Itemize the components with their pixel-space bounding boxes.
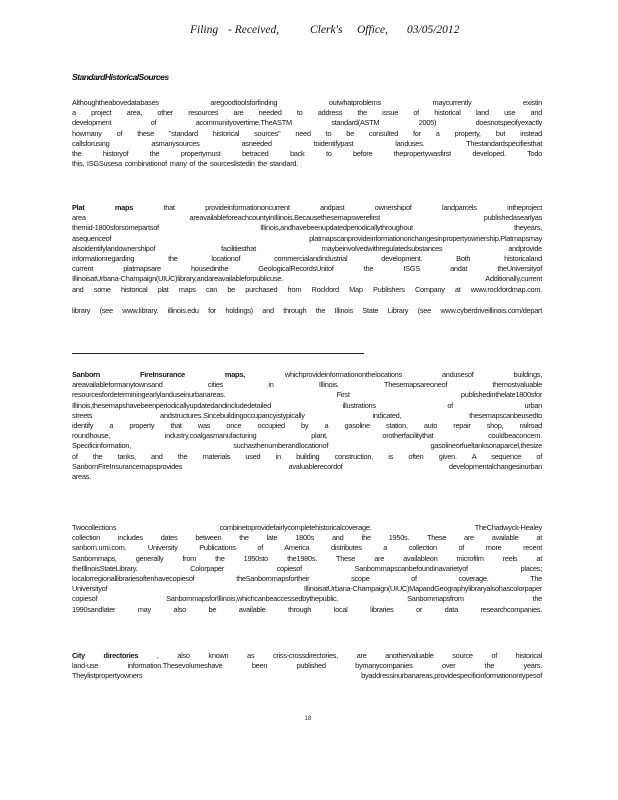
text-line: library (see www.library. illinois.edu for holdings) and through the Illinois State Library (see www.cyberdriveillinois.com/depart — [72, 306, 542, 315]
paragraph-collections — [72, 523, 542, 615]
city-directories-heading: City directories — [72, 651, 139, 660]
text-line: themid-1800sforsomepartsof Illinois,andhavebeenupdatedperiodicallythroughout theyears, — [72, 223, 542, 233]
text-line: this, ISGSusesa combinationof many of the sourceslistedin the standard. — [72, 159, 298, 169]
text-line: collection includes dates between the late 1800s and the 1950s. These are available at — [72, 533, 542, 543]
filing-header — [0, 24, 618, 40]
paragraph-sanborn — [72, 370, 542, 482]
text-line: and some historical plat maps can be purchased from Rockford Map Publishers Company at www.rockfordmap.com. — [72, 284, 542, 294]
text-line: the historyof the propertymust betraced back to before thepropertywasfirst developed. Todo — [72, 149, 542, 159]
header-office: Office, — [357, 24, 388, 36]
text-line: Althoughtheabovedatabases aregoodtoolsforfinding outwhatproblems maycurrently existin — [72, 98, 542, 107]
text-run: , also known as criss-crossdirectories, are anothervaluable source of historical — [138, 651, 542, 660]
header-received: - Received, — [228, 24, 280, 36]
text-line: identify a property that was once occupied by a gasoline station, auto repair shop, railroad — [72, 421, 542, 431]
sanborn-heading: Sanborn FireInsurance maps, — [72, 370, 245, 379]
text-line: Sanbornmaps, generally from the 1950sto the1980s. These are availableon microfilm reels at — [72, 553, 542, 563]
text-run: that provideinformationoncurrent andpast ownershipof landparcels intheproject — [133, 203, 542, 212]
text-line: Twocollections combinetoprovidefairlycompletehistoricalcoverage. TheChadwyck-Healey — [72, 523, 542, 532]
paragraph-plat-maps — [72, 203, 542, 295]
text-line: Illinois,thesemapshavebeenperiodicallyupdatedandincludedetailed illustrations of urban — [72, 400, 542, 410]
plat-maps-heading: Plat maps — [72, 203, 134, 212]
text-line: current platmapsare housedinthe GeologicalRecordsUnitof the ISGS andat theUniversityof — [72, 264, 542, 274]
text-line: howmany of these "standard historical sources" need to be consulted for a property, but instead — [72, 128, 542, 138]
text-line — [72, 370, 542, 380]
paragraph-library — [72, 306, 542, 316]
text-line: callsforusing asmanysources asneeded toidentifypast landuses. Thestandardspecifiesthat — [72, 138, 542, 148]
text-line: IllinoisatUrbana-Champaign(UIUC)library,andareavailableforpublicuse. Additionally,current — [72, 274, 542, 284]
text-line — [72, 651, 542, 661]
text-line: area areavailableforeachcountyinIllinois.Becausethesemapswerefirst publishedasearlyas — [72, 213, 542, 223]
text-line: areavailableformanytownsand cities in Illinois. Thesemapsareoneof themostvaluable — [72, 380, 542, 390]
text-line: localorregionallibrariesoftenhavecopiesof theSanbornmapsfortheir scope of coverage. The — [72, 574, 542, 584]
text-line: resourcesfordeterminingearlylanduseinurbanareas. First publishedinthelate1800sfor — [72, 390, 542, 400]
text-line: of the tanks, and the materials used in building construction, is often given. A sequence of — [72, 451, 542, 461]
text-line: SanbornFireInsurancemapsprovides avaluablerecordof developmentalchangesinurban — [72, 461, 542, 471]
horizontal-rule — [72, 353, 364, 354]
header-filing: Filing — [190, 24, 219, 36]
header-clerks: Clerk's — [310, 24, 343, 36]
paragraph-city-directories — [72, 651, 542, 682]
text-line: Theylistpropertyowners byaddressinurbanareas,providespecificinformationontypesof — [72, 671, 542, 681]
text-run: whichprovideinformationonthelocations andusesof buildings, — [244, 370, 542, 379]
text-line: informationregarding the locationof commercialandindustrial development. Both historicaland — [72, 254, 542, 264]
text-line: roundhouse, industry,coalgasmanufacturing plant, orotherfacilitythat couldbeaconcern. — [72, 431, 542, 441]
text-line: Universityof IllinoisatUrbana-Champaign(UIUC)MapandGeographylibraryalsohascolorpaper — [72, 584, 542, 594]
header-date: 03/05/2012 — [407, 24, 460, 36]
text-line: alsoidentifylandownershipof facilitiesthat maybeinvolvedwithregulatedsubstances andprovide — [72, 243, 542, 253]
text-line: areas. — [72, 472, 91, 482]
text-line: Specificinformation, suchasthenumberandlocationof gasolineorfueltanksonaparcel,thesize — [72, 441, 542, 451]
text-line: theIllinoisStateLibrary. Colorpaper copiesof Sanbornmapscanbefoundinavarietyof places; — [72, 563, 542, 573]
text-line: 1990sandlater may also be available through local libraries or data researchcompanies. — [72, 604, 542, 614]
page-number: 18 — [304, 716, 312, 722]
text-line: land-use information.Thesevolumeshave been published bymanycompanies over the years. — [72, 661, 542, 671]
text-line: streets andstructures.Sincebuildingoccupancyistypically indicated, thesemapscanbeusedto — [72, 410, 542, 420]
text-line: copiesof SanbornmapsforIllinois,whichcanbeaccessedbythepublic. Sanbornmapsfrom the — [72, 594, 542, 604]
text-line: development of acommunityovertime.TheASTM standard(ASTM 2005) doesnotspecifyexactly — [72, 118, 542, 128]
text-line: asequenceof platmapscanprovideinformationonchangesinpropertyownership.Platmapsmay — [72, 233, 542, 243]
section-title: StandardHistoricalSources — [72, 72, 169, 82]
paragraph-intro — [72, 98, 542, 169]
text-line: sanborn.umi.com. University Publications of America distributes a collection of more recent — [72, 543, 542, 553]
text-line — [72, 203, 542, 213]
text-line: a project area, other resources are needed to address the issue of historical land use and — [72, 108, 542, 118]
